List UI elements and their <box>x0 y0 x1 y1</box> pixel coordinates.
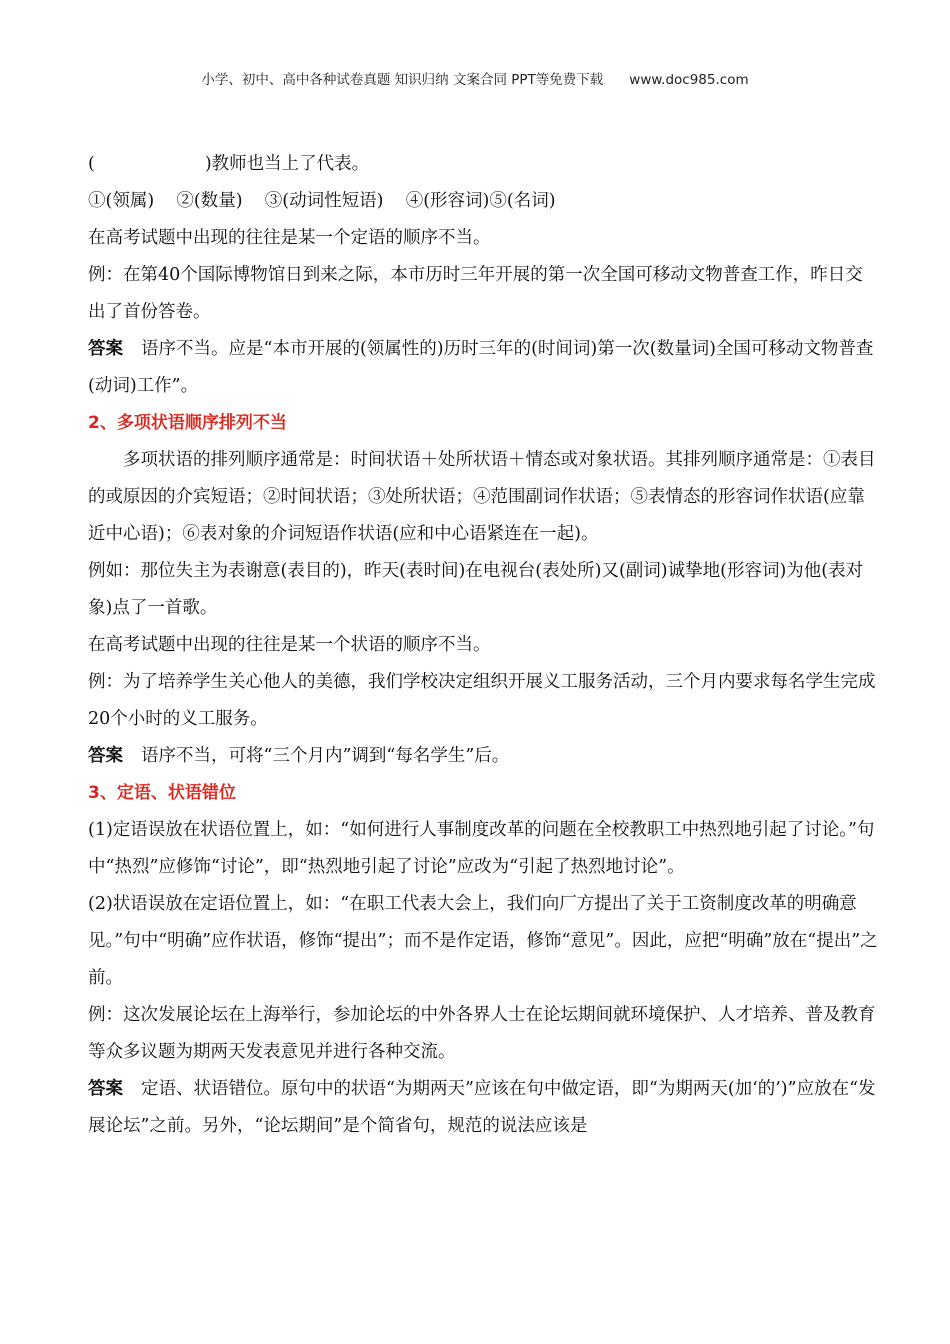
fill-blank-line <box>88 146 878 183</box>
example-2: 例如：那位失主为表谢意(表目的)，昨天(表时间)在电视台(表处所)又(副词)诚挚地(形容词)为他(表对象)点了一首歌。 <box>88 561 864 618</box>
example-1: 例：在第40个国际博物馆日到来之际，本市历时三年开展的第一次全国可移动文物普查工作，昨日交出了首份答卷。 <box>88 265 863 322</box>
answer-1 <box>88 331 878 405</box>
example-3: 例：为了培养学生关心他人的美德，我们学校决定组织开展义工服务活动，三个月内要求每名学生完成20个小时的义工服务。 <box>88 672 876 729</box>
answer-text: 定语、状语错位。原句中的状语“为期两天”应该在句中做定语，即“为期两天(加‘的’)”应放在“发展论坛”之前。另外，“论坛期间”是个简省句，规范的说法应该是 <box>88 1079 876 1136</box>
example-4: 例：这次发展论坛在上海举行，参加论坛的中外各界人士在论坛期间就环境保护、人才培养、普及教育等众多议题为期两天发表意见并进行各种交流。 <box>88 1005 876 1062</box>
section-heading-3: 3、定语、状语错位 <box>88 783 236 803</box>
page-header <box>0 68 950 88</box>
paragraph-2: 多项状语的排列顺序通常是：时间状语＋处所状语＋情态或对象状语。其排列顺序通常是：①表目的或原因的介宾短语；②时间状语；③处所状语；④范围副词作状语；⑤表情态的形容词作状语(应靠近中心语)；⑥表对象的介词短语作状语(应和中心语紧连在一起)。 <box>88 450 876 544</box>
line-rest: )教师也当上了代表。 <box>204 154 370 174</box>
answer-2 <box>88 738 878 775</box>
paragraph-3a: (1)定语误放在状语位置上，如：“如何进行人事制度改革的问题在全校教职工中热烈地引起了讨论。”句中“热烈”应修饰“讨论”，即“热烈地引起了讨论”应改为“引起了热烈地讨论”。 <box>88 820 875 877</box>
marker-list: ①(领属) ②(数量) ③(动词性短语) ④(形容词)⑤(名词) <box>88 191 556 211</box>
paragraph-3b: (2)状语误放在定语位置上，如：“在职工代表大会上，我们向厂方提出了关于工资制度改革的明确意见。”句中“明确”应作状语，修饰“提出”；而不是作定语，修饰“意见”。因此，应把“明确”放在“提出”之前。 <box>88 894 878 988</box>
section-heading-2: 2、多项状语顺序排列不当 <box>88 413 287 433</box>
answer-label: 答案 <box>88 746 123 766</box>
paragraph-attr-issue: 在高考试题中出现的往往是某一个定语的顺序不当。 <box>88 228 491 248</box>
open-paren: ( <box>88 154 95 174</box>
answer-label: 答案 <box>88 339 123 359</box>
answer-label: 答案 <box>88 1079 123 1099</box>
answer-text: 语序不当。应是“本市开展的(领属性的)历时三年的(时间词)第一次(数量词)全国可移动文物普查(动词)工作”。 <box>88 339 874 396</box>
header-text: 小学、初中、高中各种试卷真题 知识归纳 文案合同 PPT等免费下载 <box>201 72 604 88</box>
document-body <box>88 146 878 1145</box>
answer-text: 语序不当，可将“三个月内”调到“每名学生”后。 <box>141 746 510 766</box>
answer-3 <box>88 1071 878 1145</box>
paragraph-adv-issue: 在高考试题中出现的往往是某一个状语的顺序不当。 <box>88 635 491 655</box>
header-url[interactable]: www.doc985.com <box>629 72 749 88</box>
